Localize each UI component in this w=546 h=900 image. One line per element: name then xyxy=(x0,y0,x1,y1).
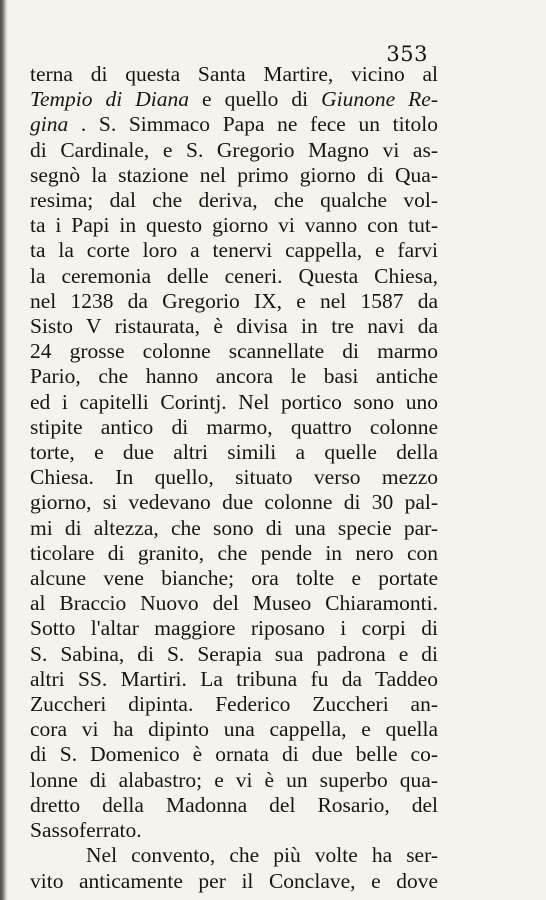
text-line: Zuccheri dipinta. Federico Zuccheri an- xyxy=(30,692,438,717)
text-segment: . S. Simmaco Papa ne fece un titolo xyxy=(68,112,438,137)
italic-text-segment: Tempio di Diana xyxy=(30,87,190,112)
italic-text-segment: Giunone Re- xyxy=(321,87,438,112)
text-line: lonne di alabastro; e vi è un superbo qua- xyxy=(30,767,438,792)
text-line: ta i Papi in questo giorno vi vanno con tut- xyxy=(30,213,438,238)
text-line: la ceremonia delle ceneri. Questa Chiesa, xyxy=(30,263,438,288)
text-line: Sassoferrato. xyxy=(30,818,142,843)
text-line: al Braccio Nuovo del Museo Chiaramonti. xyxy=(30,591,438,616)
text-line: S. Sabina, di S. Serapia sua padrona e di xyxy=(30,641,438,666)
text-line: altri SS. Martiri. La tribuna fu da Taddeo xyxy=(30,666,438,691)
text-segment: e quello di xyxy=(189,87,322,112)
text-line: segnò la stazione nel primo giorno di Qua- xyxy=(30,162,438,187)
text-line: nel 1238 da Gregorio IX, e nel 1587 da xyxy=(30,288,438,313)
text-line: dretto della Madonna del Rosario, del xyxy=(30,792,438,817)
body-text xyxy=(30,62,438,894)
text-line: Chiesa. In quello, situato verso mezzo xyxy=(30,465,438,490)
text-line: di S. Domenico è ornata di due belle co- xyxy=(30,742,438,767)
text-line: ed i capitelli Corintj. Nel portico sono uno xyxy=(30,389,438,414)
text-line: 24 grosse colonne scannellate di marmo xyxy=(30,339,438,364)
italic-text-segment: gina xyxy=(30,112,69,137)
book-gutter-edge xyxy=(0,0,8,900)
text-line: torte, e due altri simili a quelle della xyxy=(30,440,438,465)
text-line xyxy=(30,87,438,112)
text-line: ta la corte loro a tenervi cappella, e farvi xyxy=(30,238,438,263)
text-line: cora vi ha dipinto una cappella, e quella xyxy=(30,717,438,742)
text-line: ticolare di granito, che pende in nero con xyxy=(30,540,438,565)
page-number: 353 xyxy=(386,42,428,66)
text-line: terna di questa Santa Martire, vicino al xyxy=(30,62,438,86)
text-line: Sisto V ristaurata, è divisa in tre navi da xyxy=(30,314,438,339)
text-line: stipite antico di marmo, quattro colonne xyxy=(30,414,438,439)
text-line: Pario, che hanno ancora le basi antiche xyxy=(30,364,438,389)
text-line: alcune vene bianche; ora tolte e portate xyxy=(30,566,438,591)
text-line xyxy=(30,112,438,137)
text-line: giorno, si vedevano due colonne di 30 pal- xyxy=(30,490,438,515)
text-line: vito anticamente per il Conclave, e dove xyxy=(30,868,438,893)
text-line: resima; dal che deriva, che qualche vol- xyxy=(30,188,438,213)
text-line: mi di altezza, che sono di una specie par- xyxy=(30,515,438,540)
text-line: Nel convento, che più volte ha ser- xyxy=(86,843,438,868)
text-line: Sotto l'altar maggiore riposano i corpi di xyxy=(30,616,438,641)
text-line: di Cardinale, e S. Gregorio Magno vi as- xyxy=(30,137,438,162)
